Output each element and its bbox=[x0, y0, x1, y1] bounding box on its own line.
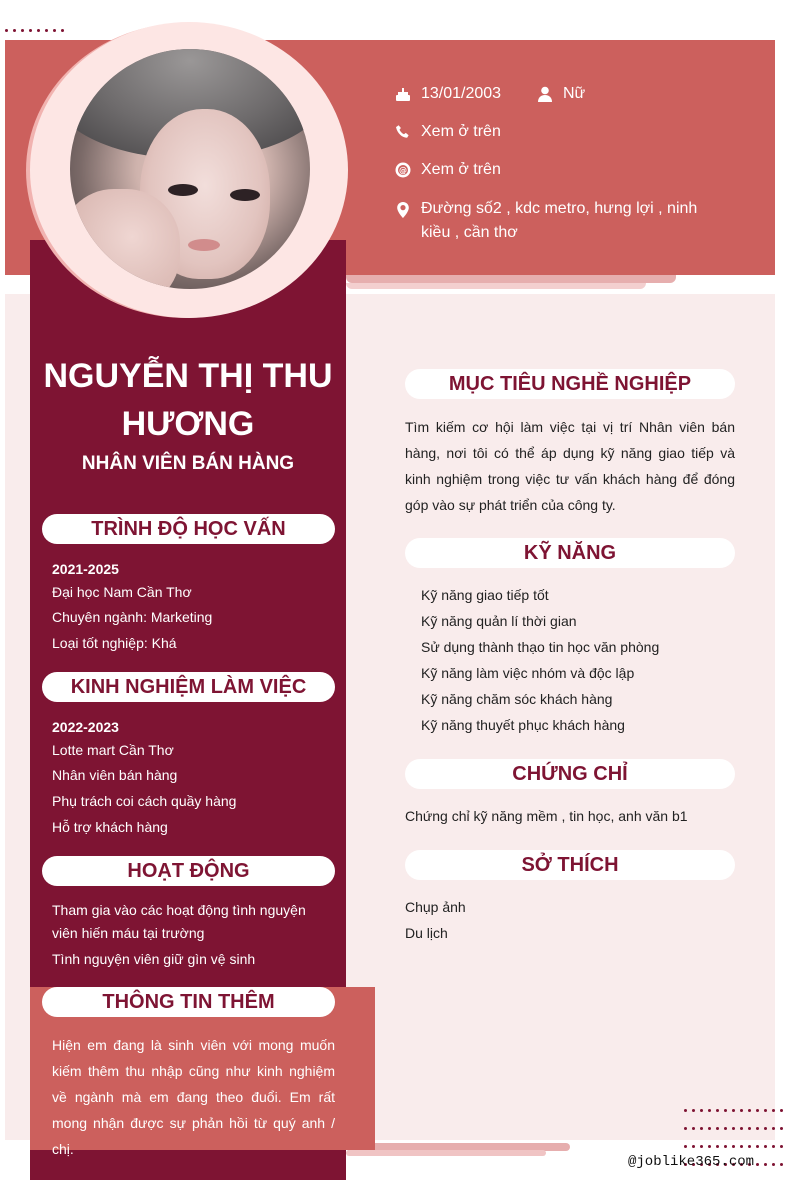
activity-line: Tình nguyện viên giữ gìn vệ sinh bbox=[52, 951, 256, 967]
contact-address bbox=[395, 199, 730, 245]
avatar bbox=[70, 49, 310, 289]
hobby-item: Chụp ảnh bbox=[405, 899, 466, 915]
skill-item: Kỹ năng làm việc nhóm và độc lập bbox=[421, 665, 635, 681]
watermark: @joblike365.com bbox=[628, 1154, 755, 1170]
certificates-text: Chứng chỉ kỹ năng mềm , tin học, anh văn b1 bbox=[405, 808, 688, 824]
education-major: Chuyên ngành: Marketing bbox=[52, 609, 213, 625]
contact-email bbox=[395, 161, 501, 179]
decorative-stripe bbox=[346, 275, 676, 283]
hobbies-heading: SỞ THÍCH bbox=[405, 850, 735, 880]
cake-icon bbox=[395, 85, 411, 103]
education-school: Đại học Nam Cần Thơ bbox=[52, 584, 192, 600]
phone-text: Xem ở trên bbox=[421, 123, 501, 140]
certificates-heading: CHỨNG CHỈ bbox=[405, 759, 735, 789]
education-heading: TRÌNH ĐỘ HỌC VẤN bbox=[42, 514, 335, 544]
objective-heading: MỤC TIÊU NGHỀ NGHIỆP bbox=[405, 369, 735, 399]
experience-period: 2022-2023 bbox=[52, 719, 119, 735]
contact-birthday bbox=[395, 85, 501, 103]
decorative-stripe bbox=[346, 283, 646, 289]
birthday-text: 13/01/2003 bbox=[421, 85, 502, 102]
candidate-name: NGUYỄN THỊ THU HƯƠNG bbox=[43, 357, 333, 443]
user-icon bbox=[537, 85, 553, 103]
skill-item: Sử dụng thành thạo tin học văn phòng bbox=[421, 639, 660, 655]
experience-line: Phụ trách coi cách quầy hàng bbox=[52, 793, 237, 809]
candidate-title: NHÂN VIÊN BÁN HÀNG bbox=[81, 453, 295, 474]
education-period: 2021-2025 bbox=[52, 561, 119, 577]
skill-item: Kỹ năng chăm sóc khách hàng bbox=[421, 691, 613, 707]
extra-info-heading: THÔNG TIN THÊM bbox=[42, 987, 335, 1017]
activity-line: Tham gia vào các hoạt động tình nguyện viên hiến máu tại trường bbox=[52, 902, 306, 941]
email-text: Xem ở trên bbox=[421, 161, 501, 178]
hobby-item: Du lịch bbox=[405, 925, 448, 941]
skill-item: Kỹ năng thuyết phục khách hàng bbox=[421, 717, 625, 733]
skills-heading: KỸ NĂNG bbox=[405, 538, 735, 568]
gender-text: Nữ bbox=[563, 85, 586, 102]
phone-icon bbox=[395, 123, 411, 141]
decorative-stripe bbox=[346, 1150, 546, 1156]
experience-line: Hỗ trợ khách hàng bbox=[52, 819, 168, 835]
experience-heading: KINH NGHIỆM LÀM VIỆC bbox=[42, 672, 335, 702]
location-pin-icon bbox=[395, 201, 411, 219]
skill-item: Kỹ năng giao tiếp tốt bbox=[421, 587, 549, 603]
objective-text: Tìm kiếm cơ hội làm việc tại vị trí Nhân viên bán hàng, nơi tôi có thể áp dụng kỹ năng giao tiếp và kinh nghiệm trong việc tư vấn khách hàng để đóng góp vào sự phát triển của công ty. bbox=[405, 419, 735, 513]
svg-text:@: @ bbox=[399, 166, 407, 175]
activities-heading: HOẠT ĐỘNG bbox=[42, 856, 335, 886]
address-text: Đường số2 , kdc metro, hưng lợi , ninh kiều , cần thơ bbox=[421, 200, 698, 241]
at-icon bbox=[395, 161, 411, 179]
education-grade: Loại tốt nghiệp: Khá bbox=[52, 635, 177, 651]
experience-line: Lotte mart Cần Thơ bbox=[52, 742, 174, 758]
skill-item: Kỹ năng quản lí thời gian bbox=[421, 613, 577, 629]
contact-phone bbox=[395, 123, 501, 141]
experience-line: Nhân viên bán hàng bbox=[52, 767, 178, 783]
contact-gender bbox=[537, 85, 585, 103]
extra-info-text: Hiện em đang là sinh viên với mong muốn kiếm thêm thu nhập cũng như kinh nghiệm về ngành mà em đang theo đuổi. Em rất mong nhận được sự phản hồi từ quý anh / chị. bbox=[52, 1037, 335, 1157]
